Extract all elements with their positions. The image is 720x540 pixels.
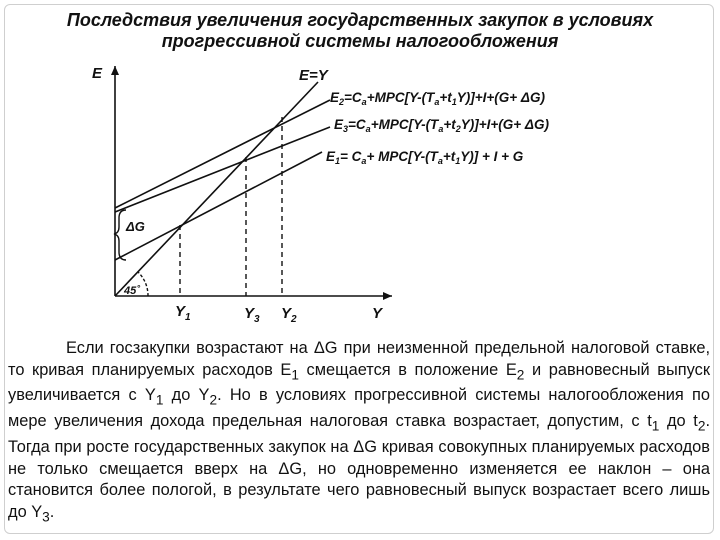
e1-label: $E_1= C_a+ MPC[Y-(T_a+t_1Y)] + I + G$ (326, 149, 524, 166)
y1-label: $Y_1$ (175, 303, 191, 323)
line-e-equals-y (115, 82, 318, 296)
angle-45-label: 45˚ (124, 285, 140, 297)
e2-label: $E_2=C_a+MPC[Y-(T_a+t_1Y)]+I+(G+ \Delta G)$ (330, 90, 545, 107)
line-e3 (115, 127, 330, 212)
paragraph-p1: Если госзакупки возрастают на ΔG при неизменной предельной налоговой ставке, то кривая планируемых расходов $E_1$ смещается в положение $E_2$ и равновесный выпуск увеличивается с $Y_1$ до $Y_2$. Но в условиях прогрессивной системы налогообложения по мере увеличения дохода предельная налоговая ставка возрастает, допустим, с $t_1$ до $t_2$. Тогда при росте государственных закупок на ΔG кривая совокупных планируемых расходов не только смещается вверх на ΔG, но одновременно изменяется ее наклон – она становится более пологой, в результате чего равновесный выпуск возрастает всего лишь до $Y_3$. (8, 339, 711, 525)
delta-g-label: ΔG (126, 219, 145, 234)
axis-y-label: Y (372, 305, 383, 322)
title-line-2: прогрессивной системы налогообложения (161, 31, 559, 51)
y2-label: $Y_2$ (281, 305, 297, 325)
axis-e-label: E (92, 65, 103, 82)
title-line-1: Последствия увеличения государственных закупок в условиях (66, 10, 654, 30)
ey-label: E=Y (299, 67, 328, 84)
line-e1 (115, 152, 322, 260)
e3-label: $E_3=C_a+MPC[Y-(T_a+t_2Y)]+I+(G+ \Delta G)$ (334, 117, 549, 134)
y3-label: $Y_3$ (244, 305, 260, 325)
explanation-paragraph (8, 338, 710, 528)
line-e2 (115, 100, 330, 208)
